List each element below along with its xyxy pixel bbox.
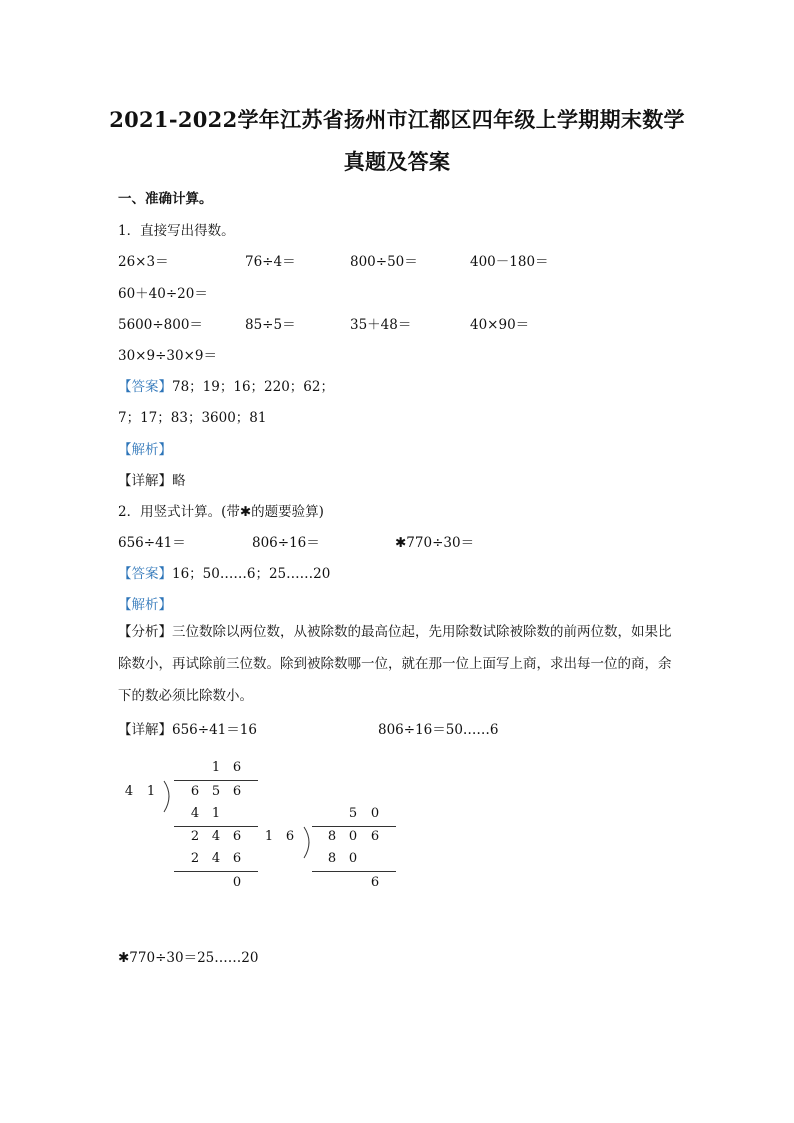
question-1-prompt: 1．直接写出得数。 [118, 223, 235, 239]
q1-item: 26×3＝ [118, 254, 169, 270]
step-digit: 4 [211, 829, 221, 844]
quotient-digit: 1 [211, 760, 221, 775]
q1-item: 85÷5＝ [245, 317, 296, 333]
subtraction-line [174, 826, 258, 827]
q2-item: 806÷16＝ [252, 535, 320, 551]
step-digit: 8 [327, 851, 337, 866]
q1-item: 76÷4＝ [245, 254, 296, 270]
dividend-digit: 6 [232, 784, 242, 799]
division-top-line [312, 826, 396, 827]
q2-analysis-tag: 【解析】 [118, 597, 172, 613]
q1-answer-line1 [118, 375, 334, 395]
step-digit: 4 [190, 806, 200, 821]
q2-detail [118, 718, 257, 738]
step-digit: 4 [211, 851, 221, 866]
q1-item: 60＋40÷20＝ [118, 286, 208, 302]
step-digit: 0 [348, 851, 358, 866]
step-digit: 6 [232, 829, 242, 844]
q1-item: 40×90＝ [470, 317, 530, 333]
step-digit: 2 [190, 851, 200, 866]
q1-analysis-tag: 【解析】 [118, 442, 172, 458]
q1-answer-line2: 7；17；83；3600；81 [118, 410, 267, 426]
dividend-digit: 5 [211, 784, 221, 799]
dividend-digit: 6 [370, 829, 380, 844]
q2-detail-c: ✱770÷30＝25……20 [118, 950, 259, 966]
quotient-digit: 6 [232, 760, 242, 775]
q2-answer-text: 16；50……6；25……20 [172, 566, 331, 582]
dividend-digit: 8 [327, 829, 337, 844]
step-digit: 1 [211, 806, 221, 821]
divisor-digit: 1 [264, 829, 274, 844]
document-title-line2: 真题及答案 [343, 149, 451, 174]
question-2-prompt: 2．用竖式计算。(带✱的题要验算) [118, 504, 324, 520]
dividend-digit: 6 [190, 784, 200, 799]
division-bracket [162, 780, 176, 814]
q1-item: 400－180＝ [470, 254, 549, 270]
q2-answer [118, 562, 330, 582]
detail-tag: 【详解】 [118, 722, 172, 738]
q1-item: 5600÷800＝ [118, 317, 203, 333]
q2-detail-a: 656÷41＝16 [172, 722, 257, 738]
q2-item: 656÷41＝ [118, 535, 186, 551]
subtraction-line [174, 871, 258, 872]
answer-tag: 【答案】 [118, 566, 172, 582]
q1-detail [118, 469, 186, 489]
q2-detail-b: 806÷16＝50……6 [378, 722, 499, 738]
fenxi-tag: 【分析】 [118, 624, 172, 640]
section-heading: 一、准确计算。 [118, 191, 213, 207]
q1-item: 35＋48＝ [350, 317, 412, 333]
answer-tag: 【答案】 [118, 379, 172, 395]
detail-tag: 【详解】 [118, 473, 172, 489]
q1-answer-text: 78；19；16；220；62； [172, 379, 334, 395]
q1-detail-text: 略 [172, 473, 186, 489]
divisor-digit: 1 [146, 784, 156, 799]
division-bracket [302, 826, 316, 860]
document-title-line1: 2021-2022学年江苏省扬州市江都区四年级上学期期末数学 [109, 107, 685, 132]
q2-analysis-paragraph [118, 616, 678, 712]
q1-item: 30×9÷30×9＝ [118, 348, 217, 364]
remainder-digit: 0 [232, 875, 242, 890]
quotient-digit: 0 [370, 806, 380, 821]
subtraction-line [312, 871, 396, 872]
quotient-digit: 5 [348, 806, 358, 821]
q1-item: 800÷50＝ [350, 254, 418, 270]
divisor-digit: 4 [124, 784, 134, 799]
fenxi-text: 三位数除以两位数，从被除数的最高位起，先用除数试除被除数的前两位数，如果比除数小，再试除前三位数。除到被除数哪一位，就在那一位上面写上商，求出每一位的商，余下的数必须比除数小。 [118, 624, 672, 704]
step-digit: 6 [232, 851, 242, 866]
divisor-digit: 6 [285, 829, 295, 844]
division-top-line [174, 780, 258, 781]
remainder-digit: 6 [370, 875, 380, 890]
step-digit: 2 [190, 829, 200, 844]
q2-item: ✱770÷30＝ [395, 535, 475, 551]
dividend-digit: 0 [348, 829, 358, 844]
